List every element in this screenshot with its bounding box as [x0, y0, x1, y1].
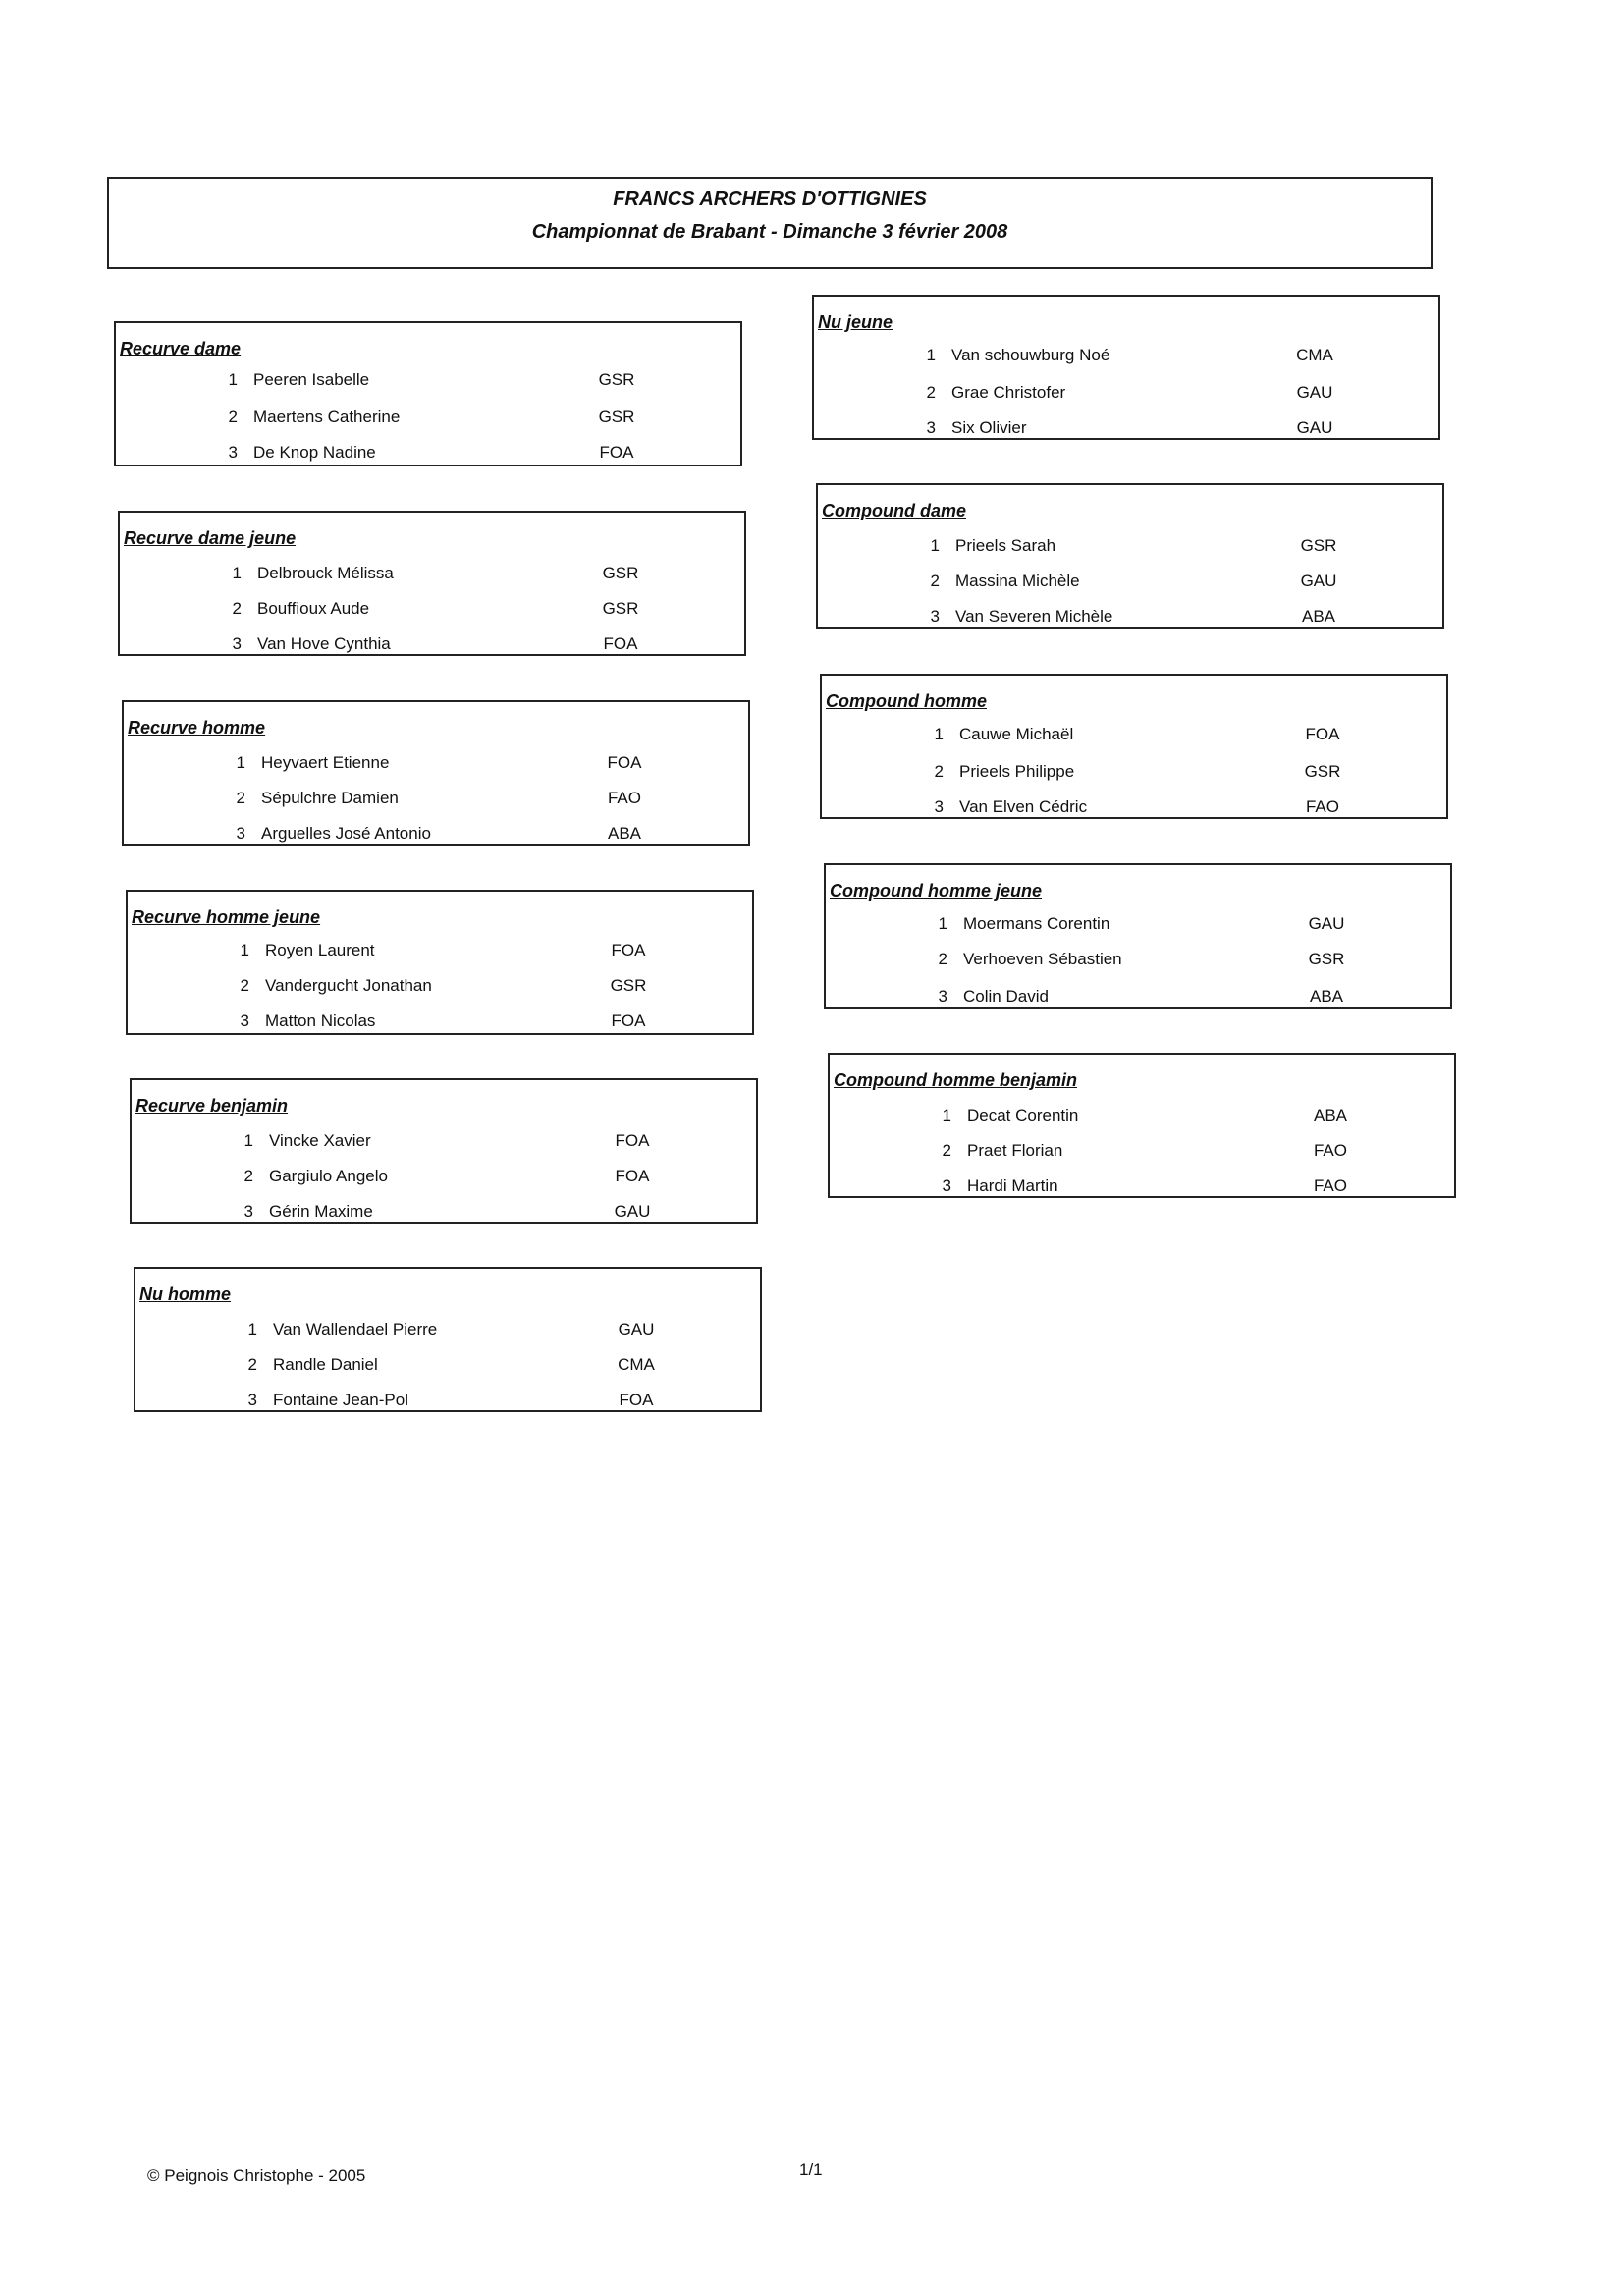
rank: 1	[934, 725, 944, 743]
result-row	[116, 370, 740, 400]
rank: 1	[228, 370, 238, 389]
club-code: GSR	[1300, 536, 1337, 555]
copyright-notice: © Peignois Christophe - 2005	[147, 2166, 366, 2185]
result-row	[818, 607, 1442, 636]
archer-name: Royen Laurent	[265, 941, 375, 959]
rank: 2	[232, 599, 242, 618]
rank: 2	[934, 762, 944, 781]
club-code: GAU	[1300, 572, 1337, 590]
club-code: FOA	[619, 1391, 654, 1409]
result-row	[128, 1011, 752, 1041]
club-code: GAU	[1308, 914, 1345, 933]
club-code: FOA	[611, 941, 646, 959]
rank: 1	[232, 564, 242, 582]
archer-name: Van Severen Michèle	[955, 607, 1113, 626]
category-title: Compound homme benjamin	[834, 1070, 1078, 1090]
archer-name: Bouffioux Aude	[257, 599, 370, 618]
archer-name: De Knop Nadine	[253, 443, 376, 462]
result-row	[120, 634, 744, 664]
archer-name: Randle Daniel	[273, 1355, 378, 1374]
result-row	[124, 789, 748, 818]
result-row	[830, 1106, 1454, 1135]
club-code: GAU	[1296, 383, 1333, 402]
category-recurve-dame	[114, 321, 742, 466]
result-row	[830, 1176, 1454, 1206]
result-row	[135, 1391, 760, 1420]
rank: 3	[236, 824, 245, 843]
rank: 1	[938, 914, 947, 933]
club-code: ABA	[607, 824, 642, 843]
club-code: FAO	[607, 789, 641, 807]
archer-name: Sépulchre Damien	[261, 789, 399, 807]
rank: 2	[240, 976, 249, 995]
archer-name: Maertens Catherine	[253, 408, 401, 426]
club-code: GSR	[602, 599, 639, 618]
category-title: Recurve homme jeune	[132, 907, 321, 927]
club-code: GAU	[614, 1202, 651, 1221]
result-row	[814, 383, 1438, 412]
rank: 2	[930, 572, 940, 590]
category-recurve-homme-jeune	[126, 890, 754, 1035]
category-title: Nu jeune	[818, 312, 893, 332]
rank: 3	[228, 443, 238, 462]
category-compound-dame	[816, 483, 1444, 629]
club-code: GSR	[1304, 762, 1341, 781]
result-row	[818, 536, 1442, 566]
archer-name: Vincke Xavier	[269, 1131, 371, 1150]
result-row	[128, 941, 752, 970]
category-title: Compound dame	[822, 501, 966, 520]
result-row	[826, 987, 1450, 1016]
club-code: FAO	[1305, 797, 1339, 816]
archer-name: Cauwe Michaël	[959, 725, 1074, 743]
club-code: GSR	[1308, 950, 1345, 968]
rank: 3	[926, 418, 936, 437]
archer-name: Gérin Maxime	[269, 1202, 373, 1221]
rank: 2	[247, 1355, 257, 1374]
rank: 1	[243, 1131, 253, 1150]
result-row	[814, 346, 1438, 375]
category-title: Compound homme	[826, 691, 987, 711]
club-code: FOA	[611, 1011, 646, 1030]
archer-name: Hardi Martin	[967, 1176, 1058, 1195]
club-code: FOA	[607, 753, 642, 772]
archer-name: Delbrouck Mélissa	[257, 564, 394, 582]
rank: 1	[236, 753, 245, 772]
category-title: Recurve homme	[128, 718, 266, 738]
club-code: GAU	[1296, 418, 1333, 437]
archer-name: Van Wallendael Pierre	[273, 1320, 438, 1339]
result-row	[120, 599, 744, 629]
result-row	[135, 1355, 760, 1385]
rank: 2	[236, 789, 245, 807]
club-code: GAU	[618, 1320, 655, 1339]
archer-name: Decat Corentin	[967, 1106, 1079, 1124]
club-code: ABA	[1313, 1106, 1348, 1124]
category-title: Recurve benjamin	[135, 1096, 289, 1116]
rank: 2	[938, 950, 947, 968]
category-title: Recurve dame jeune	[124, 528, 297, 548]
club-code: FOA	[603, 634, 638, 653]
club-code: GSR	[610, 976, 647, 995]
rank: 1	[240, 941, 249, 959]
rank: 3	[934, 797, 944, 816]
event-title: Championnat de Brabant - Dimanche 3 février 2008	[531, 221, 1008, 243]
club-code: CMA	[1296, 346, 1333, 364]
club-code: CMA	[618, 1355, 655, 1374]
page-number: 1/1	[799, 2160, 823, 2179]
result-row	[116, 408, 740, 437]
organization-title: FRANCS ARCHERS D'OTTIGNIES	[613, 189, 927, 210]
category-nu-homme	[134, 1267, 762, 1412]
result-row	[132, 1131, 756, 1161]
rank: 3	[930, 607, 940, 626]
archer-name: Peeren Isabelle	[253, 370, 370, 389]
club-code: ABA	[1301, 607, 1336, 626]
archer-name: Six Olivier	[951, 418, 1027, 437]
rank: 2	[942, 1141, 951, 1160]
category-recurve-dame-jeune	[118, 511, 746, 656]
category-title: Compound homme jeune	[830, 881, 1042, 901]
result-row	[822, 725, 1446, 754]
category-compound-homme	[820, 674, 1448, 819]
result-row	[818, 572, 1442, 601]
result-row	[830, 1141, 1454, 1171]
archer-name: Arguelles José Antonio	[261, 824, 431, 843]
club-code: FAO	[1313, 1141, 1347, 1160]
archer-name: Van Elven Cédric	[959, 797, 1088, 816]
rank: 3	[243, 1202, 253, 1221]
category-title: Recurve dame	[120, 339, 242, 358]
rank: 2	[243, 1167, 253, 1185]
archer-name: Vandergucht Jonathan	[265, 976, 432, 995]
club-code: GSR	[598, 370, 635, 389]
archer-name: Moermans Corentin	[963, 914, 1110, 933]
result-row	[124, 824, 748, 853]
club-code: FOA	[599, 443, 634, 462]
category-compound-homme-benjamin	[828, 1053, 1456, 1198]
result-row	[135, 1320, 760, 1349]
rank: 1	[930, 536, 940, 555]
archer-name: Heyvaert Etienne	[261, 753, 390, 772]
club-code: ABA	[1309, 987, 1344, 1006]
category-title: Nu homme	[139, 1285, 232, 1304]
club-code: GSR	[598, 408, 635, 426]
archer-name: Colin David	[963, 987, 1049, 1006]
archer-name: Grae Christofer	[951, 383, 1066, 402]
rank: 1	[247, 1320, 257, 1339]
archer-name: Van Hove Cynthia	[257, 634, 391, 653]
result-row	[132, 1202, 756, 1231]
header-box	[107, 177, 1433, 269]
rank: 3	[247, 1391, 257, 1409]
club-code: FAO	[1313, 1176, 1347, 1195]
rank: 3	[938, 987, 947, 1006]
result-row	[132, 1167, 756, 1196]
archer-name: Fontaine Jean-Pol	[273, 1391, 408, 1409]
club-code: FOA	[1305, 725, 1340, 743]
rank: 3	[942, 1176, 951, 1195]
archer-name: Matton Nicolas	[265, 1011, 376, 1030]
archer-name: Prieels Philippe	[959, 762, 1075, 781]
rank: 2	[926, 383, 936, 402]
archer-name: Massina Michèle	[955, 572, 1080, 590]
archer-name: Praet Florian	[967, 1141, 1063, 1160]
result-row	[116, 443, 740, 472]
rank: 3	[240, 1011, 249, 1030]
result-row	[814, 418, 1438, 448]
category-compound-homme-jeune	[824, 863, 1452, 1009]
club-code: FOA	[615, 1167, 650, 1185]
result-row	[826, 914, 1450, 944]
category-nu-jeune	[812, 295, 1440, 440]
rank: 3	[232, 634, 242, 653]
rank: 2	[228, 408, 238, 426]
archer-name: Van schouwburg Noé	[951, 346, 1110, 364]
result-row	[120, 564, 744, 593]
rank: 1	[942, 1106, 951, 1124]
result-row	[822, 762, 1446, 792]
result-row	[128, 976, 752, 1006]
archer-name: Prieels Sarah	[955, 536, 1056, 555]
archer-name: Verhoeven Sébastien	[963, 950, 1122, 968]
club-code: GSR	[602, 564, 639, 582]
result-row	[822, 797, 1446, 827]
archer-name: Gargiulo Angelo	[269, 1167, 388, 1185]
category-recurve-benjamin	[130, 1078, 758, 1224]
rank: 1	[926, 346, 936, 364]
category-recurve-homme	[122, 700, 750, 846]
club-code: FOA	[615, 1131, 650, 1150]
result-row	[124, 753, 748, 783]
result-row	[826, 950, 1450, 979]
